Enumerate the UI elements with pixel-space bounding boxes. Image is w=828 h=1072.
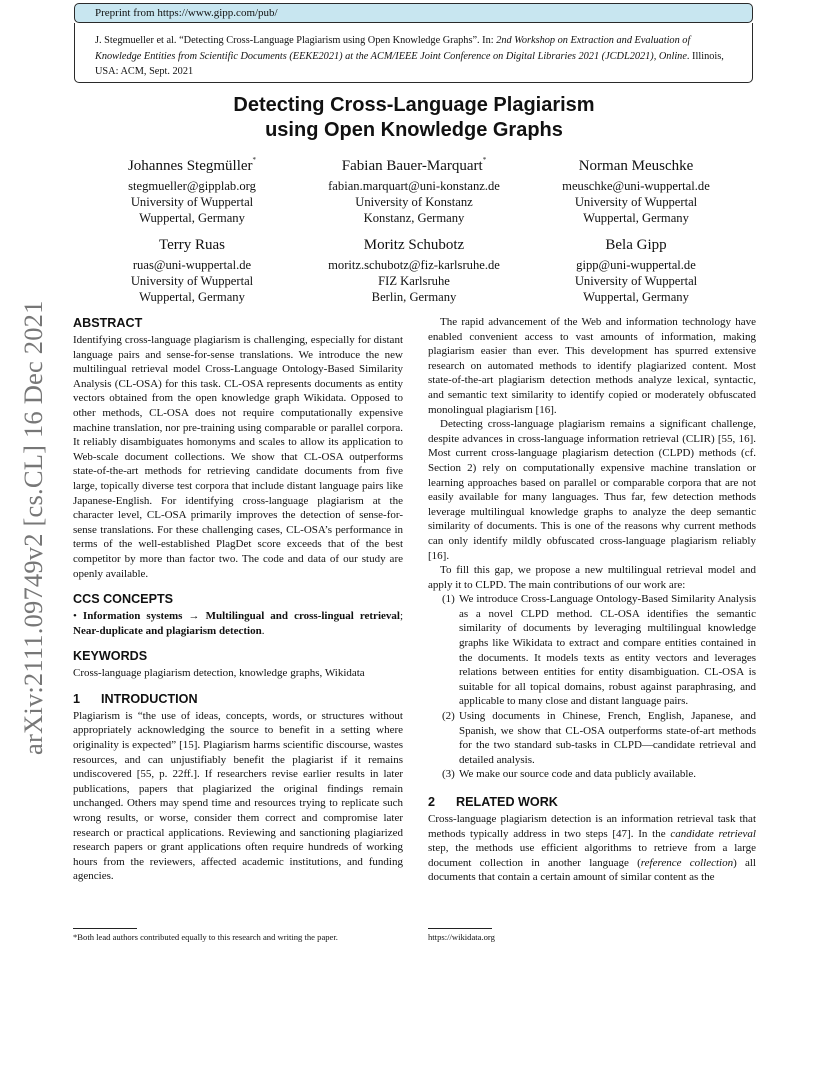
left-column	[73, 315, 403, 884]
author-location: Berlin, Germany	[371, 290, 457, 304]
abstract-text: Identifying cross-language plagiarism is challenging, especially for distant language pairs and sense-for-sense translations. We introduce the new multilingual retrieval model Cross-Language Ontology-Based Similarity Analysis (CL-OSA) for this task. CL-OSA represents documents as entity vectors obtained from the open knowledge graph Wikidata. Opposed to other methods, CL-OSA does not require computationally expensive machine translation, nor pre-training using comparable or parallel corpora. It reliably disambiguates homonyms and scales to allow its application to Web-scale document collections. We show that CL-OSA outperforms state-of-the-art methods for retrieving candidate documents from five large, topically diverse test corpora that include distant language pairs like Japanese-English. For identifying cross-language plagiarism at the character level, CL-OSA primarily improves the detection of sense-for-sense translations. For these challenging cases, CL-OSA’s performance in terms of the well-established PlagDet score exceeds that of the best competitor by more than factor two. The code and data of our study are openly available.	[73, 334, 403, 580]
author-name: Fabian Bauer-Marquart	[341, 158, 483, 174]
list-item	[428, 592, 756, 709]
author-name: Moritz Schubotz	[363, 237, 465, 253]
author-email: fabian.marquart@uni-konstanz.de	[328, 179, 500, 193]
author-mark: *	[252, 156, 257, 164]
author-affiliation: University of Wuppertal	[574, 274, 698, 288]
author-email: moritz.schubotz@fiz-karlsruhe.de	[328, 258, 500, 272]
related-text-3: ) all documents that contain a certain amount of similar content as the	[428, 856, 756, 884]
intro-paragraph-4: To fill this gap, we propose a new multilingual retrieval model and apply it to CLPD. The main contributions of our work are:	[428, 564, 756, 591]
list-item-number: (1)	[442, 593, 455, 606]
intro-paragraph-1: Plagiarism is “the use of ideas, concepts, words, or structures without appropriately acknowledging the source to benefit in a setting where originality is expected” [15]. Plagiarism harms scientific discourse, wastes resources, and can unjustifiably benefit the plagiarist if it remains undiscovered [55, p. 22ff.]. If researchers revise earlier results in later publications, papers that plagiarized the original findings remain unchanged. Others may spend time and resources trying to replicate such wrong results, or worse, consider them correct and compromise later research or practical applications. Reviewing and sanctioning plagiarized research papers or grant applications often require hundreds of working hours from the reviewers, affected academic institutions, and funding agencies.	[73, 709, 403, 883]
author-name: Bela Gipp	[605, 237, 667, 253]
author-affiliation: University of Wuppertal	[130, 195, 254, 209]
author-block	[526, 156, 746, 226]
ccs-concepts-2: Near-duplicate and plagiarism detection	[73, 624, 262, 637]
related-heading	[428, 794, 756, 810]
author-location: Wuppertal, Germany	[139, 211, 245, 225]
arxiv-stamp: arXiv:2111.09749v2 [cs.CL] 16 Dec 2021	[18, 300, 48, 755]
author-block	[82, 235, 302, 305]
abstract-heading: ABSTRACT	[73, 316, 143, 330]
ccs-end: .	[261, 624, 265, 637]
intro-title: INTRODUCTION	[101, 691, 198, 706]
author-location: Konstanz, Germany	[363, 211, 465, 225]
ccs-text	[73, 609, 403, 638]
keywords-text: Cross-language plagiarism detection, knowledge graphs, Wikidata	[73, 667, 365, 680]
author-location: Wuppertal, Germany	[139, 290, 245, 304]
author-block	[304, 156, 524, 226]
author-name: Johannes Stegmüller	[127, 158, 253, 174]
paper-title	[0, 93, 828, 143]
ccs-bullet: •	[73, 610, 77, 623]
preprint-banner-text: Preprint from https://www.gipp.com/pub/	[95, 7, 278, 19]
paper-title-line-1: Detecting Cross-Language Plagiarism	[233, 94, 595, 116]
author-block	[526, 235, 746, 305]
related-emphasis-1: candidate retrieval	[670, 827, 756, 840]
list-item	[428, 709, 756, 767]
author-name: Terry Ruas	[158, 237, 225, 253]
author-email: stegmueller@gipplab.org	[128, 179, 256, 193]
related-title: RELATED WORK	[456, 795, 558, 809]
ccs-heading: CCS CONCEPTS	[73, 592, 174, 607]
author-email: ruas@uni-wuppertal.de	[132, 258, 252, 272]
author-affiliation: University of Wuppertal	[130, 274, 254, 288]
author-block	[304, 235, 524, 305]
list-item-text: Using documents in Chinese, French, English, Japanese, and Spanish, we show that CL-OSA outperforms state-of-art methods for the two standard sub-tasks in CLPD—candidate retrieval and detailed analysis.	[459, 710, 756, 766]
right-column	[428, 315, 756, 885]
citation-venue: 2nd Workshop on Extraction and Evaluation of Knowledge Entities from Scientific Documents (EEKE2021) at the ACM/IEEE Joint Conference on Digital Libraries 2021 (JCDL2021), Online	[95, 35, 691, 62]
keywords-heading: KEYWORDS	[73, 649, 148, 664]
citation-suffix: . Illinois, USA: ACM, Sept. 2021	[95, 50, 724, 77]
list-item-text: We make our source code and data publicly available.	[459, 768, 697, 781]
author-affiliation: University of Wuppertal	[574, 195, 698, 209]
list-item-number: (2)	[442, 710, 455, 723]
author-block	[82, 156, 302, 226]
footnote-right: https://wikidata.org	[428, 932, 495, 942]
paper-title-line-2: using Open Knowledge Graphs	[265, 119, 563, 141]
author-location: Wuppertal, Germany	[583, 211, 689, 225]
intro-paragraph-3: Detecting cross-language plagiarism remains a significant challenge, despite advances in cross-language information retrieval (CLIR) [55, 16]. Most current cross-language plagiarism detection (CLPD) methods (cf. Section 2) rely on computationally expensive machine translation or learning approaches based on parallel or comparable corpora that are not easily available for many languages. Thus far, few detection methods leverage multilingual knowledge graphs to analyze the deep semantic similarity of documents. This is one of the reasons why current methods can only identify mildly obfuscated cross-language plagiarism reliably [16].	[428, 418, 756, 562]
author-location: Wuppertal, Germany	[583, 290, 689, 304]
intro-heading	[73, 691, 403, 707]
list-item-number: (3)	[442, 768, 455, 781]
author-affiliation: FIZ Karlsruhe	[378, 274, 450, 288]
related-text-2: step, the methods use efficient algorithms to retrieve from a large document collection in another language (	[428, 842, 756, 869]
related-paragraph	[428, 812, 756, 885]
citation-prefix: J. Stegmueller et al. “Detecting Cross-Language Plagiarism using Open Knowledge Graphs”. In:	[95, 35, 497, 46]
contributions-list	[428, 592, 756, 782]
author-affiliation: University of Konstanz	[355, 195, 473, 209]
intro-number: 1	[73, 691, 81, 706]
author-mark: *	[482, 156, 487, 164]
citation-box	[74, 23, 753, 83]
footnote-rule	[428, 928, 492, 929]
related-text-1: Cross-language plagiarism detection is an information retrieval task that methods typically address in two steps [47]. In the	[428, 813, 756, 840]
footnote-rule	[73, 928, 137, 929]
ccs-concepts-1: Information systems → Multilingual and cross-lingual retrieval	[82, 610, 400, 623]
related-emphasis-2: reference collection	[640, 856, 734, 869]
related-number: 2	[428, 795, 436, 809]
preprint-banner	[74, 3, 753, 23]
footnote-left: *Both lead authors contributed equally to this research and writing the paper.	[73, 932, 338, 942]
intro-paragraph-2: The rapid advancement of the Web and information technology have enabled convenient access to vast amounts of information, making plagiarism easier than ever. This development has spurred extensive research on automated methods to identify plagiarized content. Most state-of-the-art plagiarism detection methods analyze lexical, syntactic, and semantic text similarity to identify copied or moderately obfuscated monolingual plagiarism [16].	[428, 316, 756, 416]
ccs-separator: ;	[399, 610, 404, 623]
author-email: gipp@uni-wuppertal.de	[576, 258, 696, 272]
list-item	[428, 767, 756, 782]
list-item-text: We introduce Cross-Language Ontology-Based Similarity Analysis as a novel CLPD method. CL-OSA identifies the semantic similarity of documents by leveraging multilingual knowledge graphs like Wikidata to extract and compare entities contained in the documents. It models texts as entity vectors and leverages relations between entities for entity disambiguation. CL-OSA is suitable for all topical domains, robust against paraphrasing, and applicable to many close and distant language pairs.	[459, 593, 756, 708]
author-name: Norman Meuschke	[578, 158, 694, 174]
author-email: meuschke@uni-wuppertal.de	[562, 179, 710, 193]
